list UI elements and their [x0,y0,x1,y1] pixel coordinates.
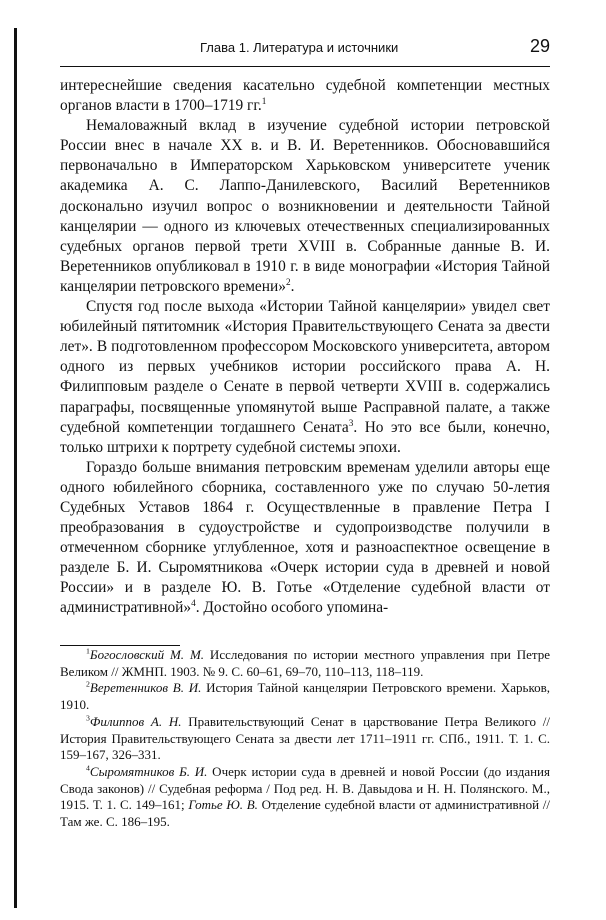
page-edge-rule [14,28,17,908]
footnote-4: $^4$Сыромятников Б. И. Очерк истории суда в древней и новой России (до издания Свода законов) // Судебная реформа / Под ред. Н. В. Давыдова и Н. Н. Полянского. М., 1915. Т. 1. С. 149–161; Готье Ю. В. Отделение судебной власти от административной // Там же. С. 186–195. [60,763,550,830]
footnote-1: $^1$Богословский М. М. Исследования по истории местного управления при Петре Великом // ЖМНП. 1903. № 9. С. 60–61, 69–70, 110–113, 118–119. [60,646,550,679]
footnotes [60,647,550,831]
footnote-ref-3[interactable]: 3 [348,417,354,428]
paragraph-1: интереснейшие сведения касательно судебной компетенции местных органов власти в 1700–1719 гг.$^1$ [60,77,550,115]
footnote-ref-1[interactable]: 1 [261,95,267,106]
page-number: 29 [529,36,550,56]
footnote-2: $^2$Веретенников В. И. История Тайной канцелярии Петровского времени. Харьков, 1910. [60,680,550,713]
paragraph-4: Гораздо больше внимания петровским временам уделили авторы еще одного юбилейного сборника, составленного уже по случаю 50-летия Судебных Уставов 1864 г. Осуществленные в правление Петра I преобразования в судоустройстве и судопроизводстве получили в отмеченном сборнике углубленное, хотя и разноаспектное освещение в разделе Б. И. Сыромятникова «Очерк истории суда в древней и новой России» и в разделе Ю. В. Готье «Отделение судебной власти от административной»$^4$. Достойно особого упомина- [60,458,550,617]
chapter-title: Глава 1. Литература и источники [200,40,399,55]
paragraph-3: Спустя год после выхода «Истории Тайной канцелярии» увидел свет юбилейный пятитомник «История Правительствующего Сената за двести лет». В подготовленном профессором Московского университета, автором одного из первых учебников истории российского права А. Н. Филипповым разделе о Сенате в первой четверти XVIII в. содержались параграфы, посвященные упомянутой выше Расправной палате, а также судебной компетенции тогдашнего Сената$^3$. Но это все были, конечно, только штрихи к портрету судебной системы эпохи. [60,298,550,456]
footnote-ref-2[interactable]: 2 [285,276,291,287]
paragraph-2: Немаловажный вклад в изучение судебной истории петровской России внес в начале XX в. и В. И. Веретенников. Обосновавшийся первоначально в Императорском Харьковском университете ученик академика А. С. Лаппо-Данилевского, Василий Веретенников досконально изучил вопрос о возникновении и деятельности Тайной канцелярии — одного из ключевых отечественных специализированных судебных органов первой трети XVIII в. Собранные данные В. И. Веретенников опубликовал в 1910 г. в виде монографии «История Тайной канцелярии петровского времени»$^2$. [60,117,550,295]
footnote-ref-4[interactable]: 4 [191,598,196,609]
footnote-3: $^3$Филиппов А. Н. Правительствующий Сенат в царствование Петра Великого // История Правительствующего Сената за двести лет 1711–1911 гг. СПб., 1911. Т. 1. С. 159–167, 326–331. [60,713,550,763]
running-header [60,36,550,62]
footnote-rule [60,645,180,646]
header-rule [60,66,550,67]
body-text [60,76,550,619]
